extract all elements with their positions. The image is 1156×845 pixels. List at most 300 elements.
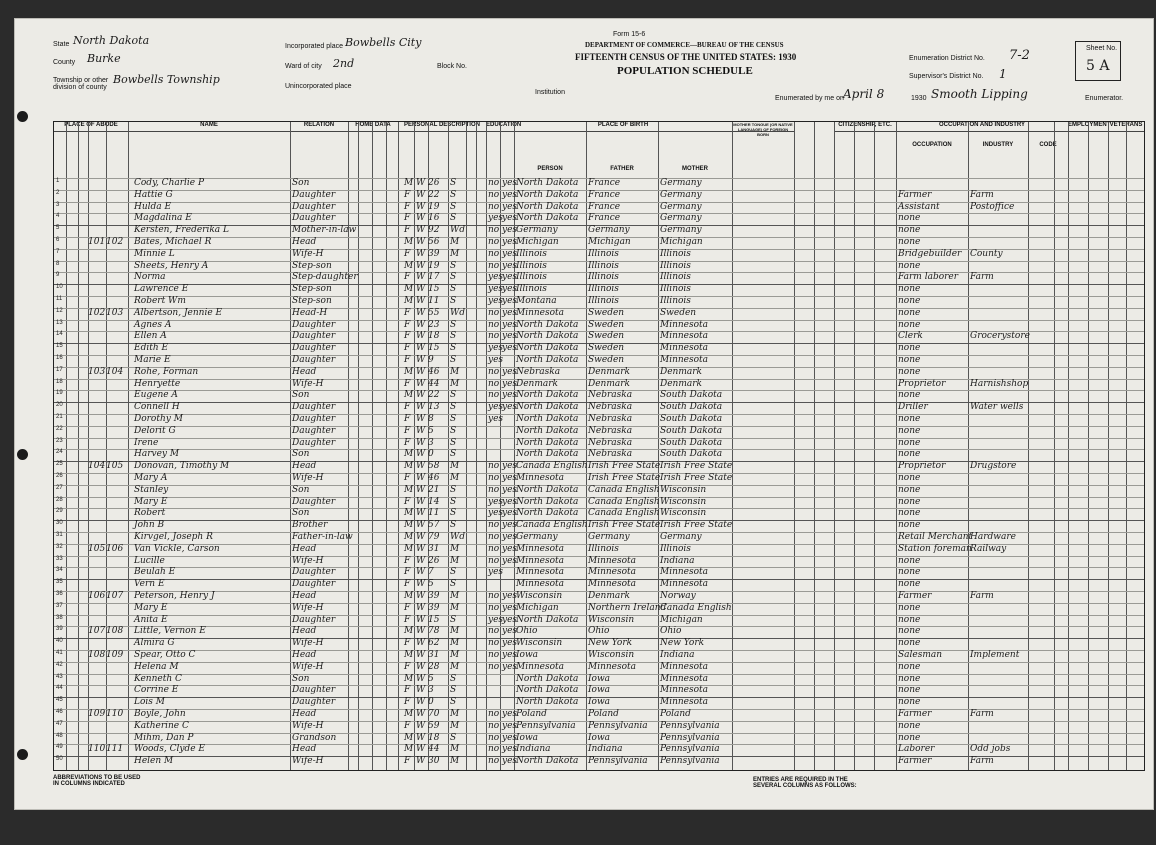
cell-school: no — [488, 178, 500, 188]
cell-ind: Farm — [970, 591, 994, 601]
cell-read: yes — [502, 178, 518, 188]
table-row — [54, 331, 1144, 344]
cell-occ: none — [898, 296, 921, 306]
cell-rel: Daughter — [292, 425, 336, 436]
cell-birth: Minnesota — [516, 555, 565, 566]
table-row — [54, 485, 1144, 498]
cell-mother: Minnesota — [660, 673, 709, 684]
cell-name: Vern E — [134, 579, 165, 590]
row-number: 43 — [56, 673, 63, 680]
cell-occ: Farmer — [898, 189, 932, 200]
cell-age: 92 — [428, 225, 440, 236]
row-number: 32 — [56, 543, 63, 550]
cell-age: 5 — [428, 425, 434, 436]
cell-age: 14 — [428, 496, 440, 507]
row-number: 41 — [56, 650, 63, 656]
table-row — [54, 367, 1144, 380]
cell-occ: none — [898, 449, 921, 460]
cell-race: W — [416, 378, 426, 389]
cell-mother: South Dakota — [660, 390, 723, 401]
cell-birth: Michigan — [516, 602, 559, 613]
cell-read: yes — [502, 756, 518, 767]
cell-name: Connell H — [134, 402, 180, 413]
row-number: 19 — [56, 390, 63, 397]
cell-father: Sweden — [588, 343, 625, 354]
cell-school: yes — [488, 272, 504, 283]
cell-name: Little, Vernon E — [134, 626, 206, 637]
cell-mar: S — [450, 331, 457, 342]
cell-rel: Brother — [292, 520, 328, 531]
cell-sex: F — [404, 355, 411, 365]
incorporated-value: Bowbells City — [345, 36, 422, 49]
cell-mar: S — [450, 284, 457, 295]
cell-birth: North Dakota — [516, 484, 579, 495]
cell-occ: Retail Merchant — [898, 532, 973, 542]
cell-rel: Step-daughter — [292, 272, 358, 283]
cell-name: Cody, Charlie P — [134, 178, 205, 188]
sheet-label: Sheet No. — [1086, 45, 1118, 52]
cell-read: yes — [502, 484, 518, 495]
cell-school: no — [488, 390, 500, 401]
cell-name: Minnie L — [134, 248, 175, 259]
cell-mother: Minnesota — [660, 697, 709, 708]
cell-mar: S — [450, 355, 457, 365]
row-number: 40 — [56, 638, 63, 645]
cell-sex: F — [404, 319, 411, 330]
cell-mother: Germany — [660, 178, 702, 188]
cell-father: Minnesota — [588, 579, 637, 590]
cell-occ: none — [898, 720, 921, 731]
cell-birth: North Dakota — [516, 402, 579, 413]
cell-race: W — [416, 602, 426, 613]
group-employment: EMPLOYMENT — [1068, 122, 1108, 132]
cell-ind: County — [970, 248, 1003, 259]
cell-name: Irene — [134, 437, 159, 448]
row-number: 26 — [56, 473, 63, 479]
cell-age: 46 — [428, 473, 440, 483]
cell-mar: M — [450, 473, 460, 483]
cell-father: France — [588, 178, 621, 188]
cell-rel: Head — [292, 650, 317, 660]
table-row — [54, 650, 1144, 663]
cell-birth: North Dakota — [516, 201, 579, 212]
cell-occ: none — [898, 555, 921, 566]
cell-mar: S — [450, 685, 457, 696]
table-row — [54, 603, 1144, 616]
cell-mar: M — [450, 650, 460, 660]
cell-mar: S — [450, 343, 457, 354]
cell-name: Albertson, Jennie E — [134, 307, 223, 318]
cell-read: yes — [502, 260, 518, 271]
cell-rel: Daughter — [292, 402, 336, 413]
table-row — [54, 733, 1144, 746]
cell-name: Robert Wm — [134, 296, 186, 306]
cell-mar: M — [450, 248, 460, 259]
cell-name: Beulah E — [134, 567, 176, 578]
cell-race: W — [416, 343, 426, 354]
cell-rel: Daughter — [292, 414, 336, 424]
cell-mother: Pennsylvania — [660, 732, 720, 743]
cell-fam: 105 — [106, 461, 124, 472]
cell-birth: Ohio — [516, 626, 538, 637]
cell-school: no — [488, 732, 500, 743]
cell-father: Iowa — [588, 697, 611, 708]
cell-sex: M — [404, 178, 414, 188]
cell-father: Minnesota — [588, 555, 637, 566]
table-row — [54, 697, 1144, 710]
cell-occ: Station foreman — [898, 543, 972, 554]
table-row — [54, 261, 1144, 274]
cell-father: Michigan — [588, 237, 631, 247]
cell-dwell: 103 — [88, 366, 106, 377]
cell-mar: S — [450, 484, 457, 495]
cell-mother: Germany — [660, 201, 702, 212]
cell-rel: Head — [292, 366, 317, 377]
table-row — [54, 355, 1144, 368]
cell-father: Poland — [588, 709, 619, 719]
cell-ind: Farm — [970, 272, 994, 283]
cell-race: W — [416, 508, 426, 519]
table-row — [54, 190, 1144, 203]
cell-age: 17 — [428, 272, 440, 283]
cell-race: W — [416, 484, 426, 495]
cell-fam: 109 — [106, 650, 124, 660]
cell-name: Mihm, Dan P — [134, 732, 194, 743]
group-place-of-abode: PLACE OF ABODE — [54, 122, 128, 132]
table-row — [54, 615, 1144, 628]
cell-mar: S — [450, 319, 457, 330]
cell-father: France — [588, 213, 621, 224]
cell-occ: Salesman — [898, 650, 943, 660]
cell-race: W — [416, 579, 426, 590]
cell-mar: M — [450, 638, 460, 649]
cell-age: 19 — [428, 260, 440, 271]
table-row — [54, 556, 1144, 569]
cell-race: W — [416, 756, 426, 767]
cell-age: 44 — [428, 744, 440, 755]
cell-ind: Odd jobs — [970, 744, 1011, 755]
cell-age: 11 — [428, 296, 440, 306]
enum-district-label: Enumeration District No. — [909, 55, 985, 62]
cell-name: Kersten, Frederika L — [134, 225, 229, 236]
cell-father: Irish Free State — [588, 461, 661, 472]
row-number: 12 — [56, 307, 63, 314]
row-number: 31 — [56, 532, 63, 538]
cell-age: 31 — [428, 543, 440, 554]
cell-mar: M — [450, 555, 460, 566]
cell-race: W — [416, 461, 426, 472]
cell-sex: F — [404, 331, 411, 342]
cell-age: 11 — [428, 508, 440, 519]
cell-name: Ellen A — [134, 331, 167, 342]
cell-race: W — [416, 390, 426, 401]
group-home-data: HOME DATA — [348, 122, 398, 132]
cell-mother: Irish Free State — [660, 461, 733, 472]
cell-mar: S — [450, 508, 457, 519]
cell-rel: Son — [292, 449, 310, 460]
sheet-box — [1075, 41, 1121, 81]
table-row — [54, 320, 1144, 333]
cell-name: Sheets, Henry A — [134, 260, 209, 271]
cell-race: W — [416, 650, 426, 660]
table-row — [54, 225, 1144, 238]
cell-race: W — [416, 260, 426, 271]
col-industry: INDUSTRY — [982, 142, 1014, 148]
cell-mar: M — [450, 756, 460, 767]
cell-rel: Head-H — [292, 307, 328, 318]
cell-birth: Denmark — [516, 378, 558, 389]
group-name: NAME — [128, 122, 290, 132]
cell-age: 5 — [428, 579, 434, 590]
cell-mother: Wisconsin — [660, 508, 707, 519]
cell-name: Edith E — [134, 343, 169, 354]
cell-mar: S — [450, 567, 457, 578]
cell-read: yes — [502, 638, 518, 649]
cell-sex: M — [404, 744, 414, 755]
cell-age: 8 — [428, 414, 434, 424]
cell-ind: Farm — [970, 756, 994, 767]
group-relation: RELATION — [290, 122, 348, 132]
cell-race: W — [416, 709, 426, 719]
cell-father: Illinois — [588, 284, 619, 295]
cell-occ: none — [898, 484, 921, 495]
cell-father: Canada English — [588, 508, 660, 519]
cell-race: W — [416, 697, 426, 708]
cell-mother: Pennsylvania — [660, 744, 720, 755]
unincorporated-label: Unincorporated place — [285, 83, 352, 90]
cell-father: Irish Free State — [588, 473, 661, 483]
cell-sex: F — [404, 189, 411, 200]
entries-note: ENTRIES ARE REQUIRED IN THE SEVERAL COLUMNS AS FOLLOWS: — [753, 777, 857, 789]
cell-age: 15 — [428, 284, 440, 295]
cell-school: yes — [488, 213, 504, 224]
group-tongue: MOTHER TONGUE (OR NATIVE LANGUAGE) OF FOREIGN BORN — [733, 122, 793, 137]
cell-read: yes — [502, 390, 518, 401]
cell-race: W — [416, 473, 426, 483]
cell-race: W — [416, 213, 426, 224]
cell-read: yes — [502, 744, 518, 755]
cell-mar: M — [450, 366, 460, 377]
cell-fam: 107 — [106, 591, 124, 601]
row-number: 22 — [56, 425, 63, 432]
cell-school: no — [488, 461, 500, 472]
table-row — [54, 402, 1144, 415]
cell-rel: Daughter — [292, 201, 336, 212]
cell-mar: S — [450, 414, 457, 424]
cell-occ: none — [898, 213, 921, 224]
cell-father: Indiana — [588, 744, 623, 755]
cell-read: yes — [502, 296, 518, 306]
row-number: 47 — [56, 720, 63, 727]
cell-birth: North Dakota — [516, 213, 579, 224]
cell-mother: Minnesota — [660, 343, 709, 354]
cell-father: Sweden — [588, 331, 625, 342]
cell-mar: S — [450, 579, 457, 590]
cell-school: no — [488, 520, 500, 531]
cell-age: 22 — [428, 189, 440, 200]
cell-ind: Postoffice — [970, 201, 1015, 212]
cell-mother: Illinois — [660, 260, 691, 271]
row-number: 7 — [56, 248, 60, 255]
row-number: 13 — [56, 319, 63, 326]
cell-birth: North Dakota — [516, 355, 579, 365]
row-number: 34 — [56, 567, 63, 574]
cell-race: W — [416, 425, 426, 436]
cell-rel: Wife-H — [292, 248, 324, 259]
cell-occ: none — [898, 414, 921, 424]
group-education: EDUCATION — [486, 122, 514, 132]
table-row — [54, 544, 1144, 557]
row-number: 36 — [56, 591, 63, 597]
cell-age: 19 — [428, 201, 440, 212]
cell-race: W — [416, 189, 426, 200]
cell-occ: none — [898, 437, 921, 448]
cell-mar: S — [450, 260, 457, 271]
table-row — [54, 202, 1144, 215]
cell-ind: Drugstore — [970, 461, 1017, 472]
row-number: 2 — [56, 189, 60, 196]
cell-rel: Daughter — [292, 343, 336, 354]
cell-birth: North Dakota — [516, 189, 579, 200]
cell-mother: Denmark — [660, 366, 702, 377]
table-row — [54, 685, 1144, 698]
cell-school: no — [488, 650, 500, 660]
cell-race: W — [416, 319, 426, 330]
cell-school: no — [488, 473, 500, 483]
cell-name: Anita E — [134, 614, 168, 625]
cell-occ: none — [898, 355, 921, 365]
cell-occ: none — [898, 626, 921, 637]
table-row — [54, 674, 1144, 687]
cell-read: yes — [502, 213, 518, 224]
cell-fam: 106 — [106, 543, 124, 554]
form-footer — [53, 771, 1143, 799]
cell-mother: Illinois — [660, 248, 691, 259]
cell-race: W — [416, 331, 426, 342]
cell-race: W — [416, 732, 426, 743]
cell-occ: Farmer — [898, 709, 932, 719]
cell-read: yes — [502, 709, 518, 719]
cell-age: 18 — [428, 331, 440, 342]
cell-birth: Minnesota — [516, 473, 565, 483]
cell-occ: none — [898, 661, 921, 672]
col-person: PERSON — [537, 166, 563, 172]
cell-school: no — [488, 543, 500, 554]
cell-race: W — [416, 272, 426, 283]
cell-rel: Daughter — [292, 697, 336, 708]
cell-age: 57 — [428, 520, 440, 531]
cell-name: Delorit G — [134, 425, 176, 436]
cell-sex: F — [404, 697, 411, 708]
cell-rel: Wife-H — [292, 638, 324, 649]
cell-birth: Germany — [516, 225, 558, 236]
cell-rel: Father-in-law — [292, 532, 353, 542]
cell-occ: Farm laborer — [898, 272, 959, 283]
cell-sex: F — [404, 720, 411, 731]
cell-sex: M — [404, 532, 414, 542]
cell-name: Lawrence E — [134, 284, 189, 295]
cell-fam: 108 — [106, 626, 124, 637]
cell-age: 26 — [428, 178, 440, 188]
cell-age: 21 — [428, 484, 440, 495]
cell-birth: North Dakota — [516, 390, 579, 401]
cell-sex: F — [404, 414, 411, 424]
cell-father: Canada English — [588, 496, 660, 507]
cell-fam: 103 — [106, 307, 124, 318]
cell-read: yes — [502, 402, 518, 413]
cell-mother: Germany — [660, 213, 702, 224]
cell-name: Dorothy M — [134, 414, 183, 424]
cell-race: W — [416, 543, 426, 554]
cell-mother: Ohio — [660, 626, 682, 637]
table-row — [54, 461, 1144, 474]
cell-occ: none — [898, 508, 921, 519]
cell-school: no — [488, 756, 500, 767]
table-row — [54, 756, 1144, 769]
cell-mar: S — [450, 449, 457, 460]
cell-sex: F — [404, 343, 411, 354]
cell-age: 28 — [428, 661, 440, 672]
cell-mar: S — [450, 272, 457, 283]
cell-mother: Sweden — [660, 307, 697, 318]
cell-rel: Head — [292, 591, 317, 601]
cell-birth: North Dakota — [516, 697, 579, 708]
cell-read: yes — [502, 284, 518, 295]
sheet-value: 5 A — [1086, 58, 1110, 74]
cell-occ: Driller — [898, 402, 928, 413]
cell-father: Nebraska — [588, 414, 633, 424]
cell-father: Minnesota — [588, 567, 637, 578]
cell-rel: Head — [292, 744, 317, 755]
cell-mother: Illinois — [660, 272, 691, 283]
cell-birth: Indiana — [516, 744, 551, 755]
table-row — [54, 284, 1144, 297]
row-number: 35 — [56, 579, 63, 586]
cell-name: Spear, Otto C — [134, 650, 196, 660]
cell-rel: Son — [292, 484, 310, 495]
cell-read: yes — [502, 225, 518, 236]
table-row — [54, 237, 1144, 250]
cell-ind: Grocerystore — [970, 331, 1030, 342]
cell-school: no — [488, 661, 500, 672]
table-row — [54, 379, 1144, 392]
cell-school: yes — [488, 508, 504, 519]
cell-ind: Farm — [970, 189, 994, 200]
cell-name: Almira G — [134, 638, 175, 649]
cell-age: 9 — [428, 355, 434, 365]
cell-occ: none — [898, 260, 921, 271]
cell-birth: North Dakota — [516, 425, 579, 436]
cell-read: yes — [502, 248, 518, 259]
cell-read: yes — [502, 189, 518, 200]
cell-read: yes — [502, 602, 518, 613]
cell-mother: South Dakota — [660, 449, 723, 460]
cell-father: Iowa — [588, 685, 611, 696]
cell-mar: Wd — [450, 307, 466, 318]
cell-father: Northern Ireland — [588, 602, 667, 613]
cell-school: no — [488, 225, 500, 236]
cell-father: Pennsylvania — [588, 756, 648, 767]
table-row — [54, 414, 1144, 427]
cell-age: 78 — [428, 626, 440, 637]
cell-birth: Illinois — [516, 272, 547, 283]
cell-mother: Poland — [660, 709, 691, 719]
cell-mother: South Dakota — [660, 402, 723, 413]
cell-mar: S — [450, 201, 457, 212]
row-number: 18 — [56, 378, 63, 385]
cell-mar: Wd — [450, 225, 466, 236]
cell-name: Eugene A — [134, 390, 178, 401]
